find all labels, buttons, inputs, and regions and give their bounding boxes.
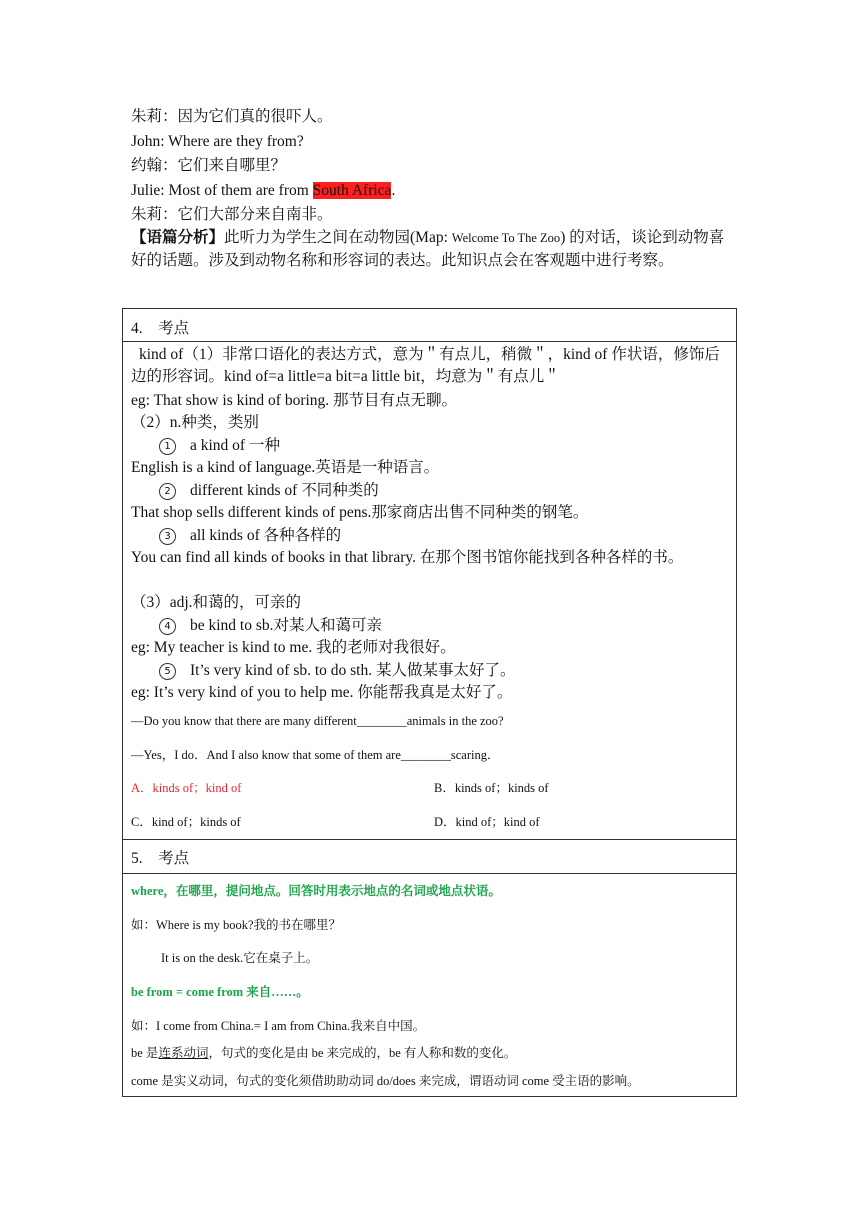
grammar-point: where，在哪里，提问地点。回答时用表示地点的名词或地点状语。 bbox=[131, 884, 501, 898]
example: 如：I come from China.= I am from China.我来自中国。 bbox=[131, 1019, 426, 1033]
question-line: —Yes，I do．And I also know that some of them are________scaring． bbox=[131, 748, 500, 762]
dialogue-text: . bbox=[391, 182, 396, 199]
example: eg: That show is kind of boring. 那节目有点无聊。 bbox=[131, 392, 458, 409]
list-item bbox=[159, 435, 280, 457]
question-line: —Do you know that there are many different________animals in the zoo? bbox=[131, 714, 504, 728]
example: It is on the desk.它在桌子上。 bbox=[161, 951, 319, 965]
divider bbox=[123, 873, 736, 874]
option-b: B．kinds of；kinds of bbox=[434, 781, 549, 795]
example: That shop sells different kinds of pens.那家商店出售不同种类的钢笔。 bbox=[131, 504, 589, 521]
dialogue-line: 朱莉：它们大部分来自南非。 bbox=[131, 206, 333, 223]
dialogue-text: Julie: Most of them are from bbox=[131, 182, 313, 199]
list-item-text: It’s very kind of sb. to do sth. 某人做某事太好了。 bbox=[190, 662, 516, 679]
list-item-text: be kind to sb.对某人和蔼可亲 bbox=[190, 617, 383, 634]
example: You can find all kinds of books in that library. 在那个图书馆你能找到各种各样的书。 bbox=[131, 549, 684, 566]
example: English is a kind of language.英语是一种语言。 bbox=[131, 459, 440, 476]
dialogue-line bbox=[131, 180, 395, 202]
dialogue-line: 朱莉：因为它们真的很吓人。 bbox=[131, 108, 333, 125]
subheading: （2）n.种类，类别 bbox=[131, 414, 259, 431]
divider bbox=[123, 341, 736, 342]
circled-number: 2 bbox=[159, 483, 176, 500]
note-text: ，句式的变化是由 be 来完成的，be 有人称和数的变化。 bbox=[208, 1046, 517, 1060]
paragraph: kind of（1）非常口语化的表达方式，意为＂有点儿，稍微＂，kind of 作状语，修饰后边的形容词。kind of=a little=a bit=a little bit，均意为＂有点儿＂ bbox=[131, 346, 720, 385]
dialogue-line: 约翰：它们来自哪里？ bbox=[131, 157, 287, 174]
note bbox=[131, 1044, 516, 1062]
dialogue-line: John: Where are they from? bbox=[131, 133, 304, 150]
highlighted-text: South Africa bbox=[312, 182, 392, 199]
knowledge-table bbox=[122, 308, 737, 1097]
map-title: Welcome To The Zoo bbox=[451, 231, 561, 245]
divider bbox=[123, 839, 736, 840]
example: eg: It’s very kind of you to help me. 你能帮我真是太好了。 bbox=[131, 684, 513, 701]
analysis-text: 此听力为学生之间在动物园(Map: bbox=[224, 229, 452, 246]
underlined-term: 连系动词 bbox=[158, 1046, 209, 1060]
section-title: 4. 考点 bbox=[131, 320, 190, 337]
section-title: 5. 考点 bbox=[131, 850, 190, 867]
list-item-text: different kinds of 不同种类的 bbox=[190, 482, 379, 499]
circled-number: 4 bbox=[159, 618, 176, 635]
note: come 是实义动词，句式的变化须借助助动词 do/does 来完成，谓语动词 come 受主语的影响。 bbox=[131, 1074, 640, 1088]
list-item bbox=[159, 480, 379, 502]
list-item bbox=[159, 660, 516, 682]
grammar-point: be from = come from 来自……。 bbox=[131, 985, 309, 999]
example: eg: My teacher is kind to me. 我的老师对我很好。 bbox=[131, 639, 456, 656]
list-item bbox=[159, 615, 382, 637]
circled-number: 5 bbox=[159, 663, 176, 680]
list-item-text: a kind of 一种 bbox=[190, 437, 280, 454]
option-a: A．kinds of；kind of bbox=[131, 781, 242, 795]
analysis-text: ) 的对话，谈论到动物喜好的话题。涉及到动物名称和形容词的表达。此知识点会在客观题中进行考察。 bbox=[131, 229, 725, 269]
analysis-label: 【语篇分析】 bbox=[131, 229, 225, 246]
text-analysis bbox=[131, 227, 731, 272]
option-c: C．kind of；kinds of bbox=[131, 815, 241, 829]
example: 如：Where is my book?我的书在哪里？ bbox=[131, 918, 342, 932]
subheading: （3）adj.和蔼的，可亲的 bbox=[131, 594, 302, 611]
circled-number: 1 bbox=[159, 438, 176, 455]
list-item-text: all kinds of 各种各样的 bbox=[190, 527, 342, 544]
option-d: D．kind of；kind of bbox=[434, 815, 540, 829]
circled-number: 3 bbox=[159, 528, 176, 545]
list-item bbox=[159, 525, 341, 547]
note-text: be 是 bbox=[131, 1046, 159, 1060]
